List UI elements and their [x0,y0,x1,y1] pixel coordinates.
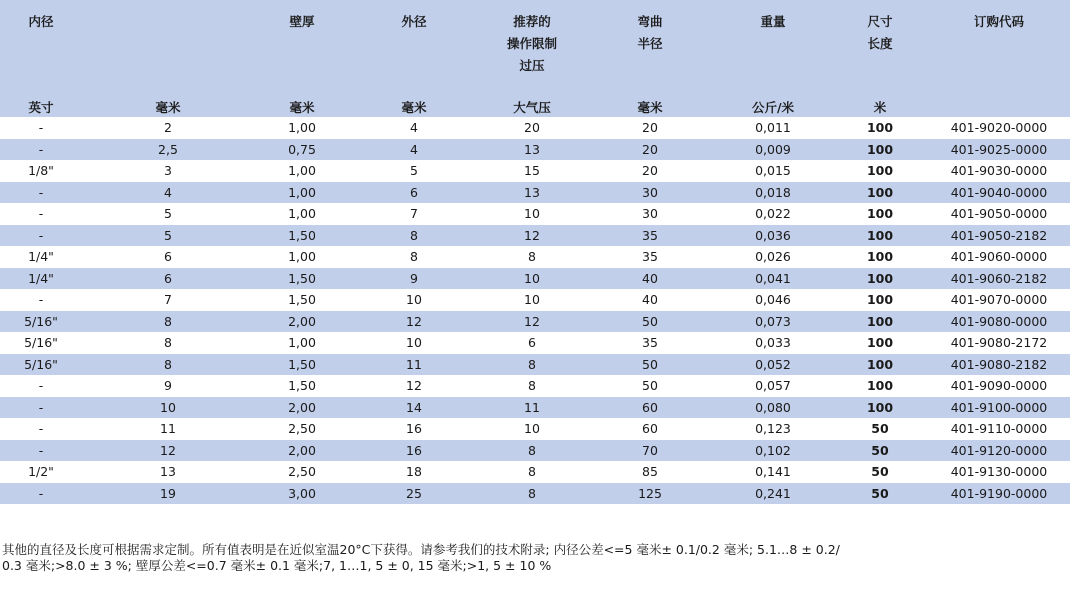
table-cell: 0,102 [755,442,791,458]
table-cell: 100 [866,227,894,243]
table-cell: 2,50 [288,421,316,437]
table-cell: 1,00 [288,163,316,179]
table-cell: 8 [528,378,536,394]
table-cell: 5 [410,163,418,179]
footnote-line: 其他的直径及长度可根据需求定制。所有值表明是在近似室温20°C下获得。请参考我们的技术附录; 内径公差<=5 毫米± 0.1/0.2 毫米; 5.1…8 ± 0.2/ [2,542,840,557]
table-cell: 10 [524,270,540,286]
table-cell: 0,75 [288,141,316,157]
table-cell: - [38,120,44,136]
header-row [0,0,1070,96]
table-row [0,461,1070,483]
table-cell: 12 [160,442,176,458]
table-row [0,225,1070,247]
table-cell: - [38,485,44,501]
table-cell: 1/2" [28,464,54,480]
table-cell: 6 [164,270,172,286]
table-cell: 100 [866,313,894,329]
table-cell: 13 [524,184,540,200]
table-cell: 5 [164,206,172,222]
header-text: 外径 [401,14,427,29]
table-cell: 10 [524,292,540,308]
header-text: 过压 [519,58,545,73]
table-cell: 0,011 [755,120,791,136]
unit-label: 毫米 [155,99,181,115]
table-row [0,483,1070,505]
table-cell: 0,141 [755,464,791,480]
table-cell: 401-9050-2182 [950,227,1048,243]
table-cell: 10 [524,206,540,222]
table-cell: 0,026 [755,249,791,265]
table-cell: 5/16" [24,335,58,351]
table-cell: 5 [164,227,172,243]
table-cell: 60 [642,399,658,415]
table-cell: 11 [406,356,422,372]
table-cell: 100 [866,356,894,372]
table-cell: 8 [528,485,536,501]
table-cell: 0,123 [755,421,791,437]
table-cell: 16 [406,421,422,437]
table-cell: 8 [164,313,172,329]
table-cell: 1,50 [288,378,316,394]
table-cell: 1,50 [288,292,316,308]
table-cell: 0,080 [755,399,791,415]
table-cell: - [38,141,44,157]
header-order-code [928,0,1070,96]
table-cell: 0,052 [755,356,791,372]
table-cell: 100 [866,120,894,136]
table-cell: 8 [528,464,536,480]
table-cell: 50 [871,464,889,480]
table-row [0,289,1070,311]
table-cell: 401-9080-0000 [950,313,1048,329]
table-cell: 35 [642,335,658,351]
table-cell: 9 [410,270,418,286]
table-cell: 5/16" [24,313,58,329]
table-cell: 0,036 [755,227,791,243]
table-cell: 40 [642,292,658,308]
header-text: 长度 [867,36,893,51]
table-cell: 0,022 [755,206,791,222]
table-cell: 8 [164,335,172,351]
header-text: 操作限制 [506,36,557,51]
table-cell: 100 [866,163,894,179]
table-cell: 401-9130-0000 [950,464,1048,480]
footnote [2,542,1068,573]
table-cell: 2,00 [288,399,316,415]
unit-label [928,96,1070,117]
header-inner-diameter [0,0,82,96]
table-cell: 6 [410,184,418,200]
unit-label: 毫米 [401,99,427,115]
table-cell: - [38,292,44,308]
table-cell: 30 [642,184,658,200]
table-cell: - [38,227,44,243]
table-cell: 100 [866,270,894,286]
table-cell: 2 [164,120,172,136]
table-cell: - [38,206,44,222]
table-cell: 8 [410,227,418,243]
table-cell: 11 [160,421,176,437]
table-cell: 50 [871,421,889,437]
table-cell: 10 [406,335,422,351]
table-cell: 30 [642,206,658,222]
table-cell: - [38,399,44,415]
table-cell: 1,00 [288,206,316,222]
header-length [832,0,928,96]
table-cell: 9 [164,378,172,394]
table-cell: 10 [406,292,422,308]
table-cell: 401-9110-0000 [950,421,1048,437]
table-cell: 0,033 [755,335,791,351]
table-row [0,268,1070,290]
table-cell: 401-9070-0000 [950,292,1048,308]
table-cell: 2,5 [158,141,178,157]
table-cell: 0,057 [755,378,791,394]
header-text: 内径 [28,14,54,29]
table-cell: 50 [642,313,658,329]
table-cell: 0,046 [755,292,791,308]
table-cell: 401-9120-0000 [950,442,1048,458]
table-cell: 100 [866,335,894,351]
table-cell: 7 [164,292,172,308]
table-cell: 0,073 [755,313,791,329]
table-cell: 85 [642,464,658,480]
table-cell: 100 [866,378,894,394]
table-cell: 401-9060-2182 [950,270,1048,286]
table-cell: 35 [642,227,658,243]
table-row [0,117,1070,139]
header-text: 重量 [760,14,786,29]
table-cell: 3 [164,163,172,179]
table-cell: 100 [866,184,894,200]
table-cell: 5/16" [24,356,58,372]
table-cell: 12 [406,378,422,394]
table-row [0,332,1070,354]
table-cell: 50 [642,378,658,394]
table-cell: 100 [866,141,894,157]
table-row [0,397,1070,419]
table-cell: 8 [164,356,172,372]
table-cell: 3,00 [288,485,316,501]
table-cell: 0,015 [755,163,791,179]
table-cell: 1,50 [288,356,316,372]
table-cell: 1,00 [288,184,316,200]
table-cell: 8 [528,442,536,458]
unit-label: 米 [873,99,887,115]
table-cell: 11 [524,399,540,415]
header-wall-thickness [254,0,350,96]
table-cell: 0,241 [755,485,791,501]
table-cell: 2,00 [288,442,316,458]
table-cell: 125 [638,485,662,501]
table-cell: 4 [164,184,172,200]
table-cell: 1,50 [288,227,316,243]
unit-label: 公斤/米 [751,99,795,115]
table-cell: 0,041 [755,270,791,286]
table-cell: 70 [642,442,658,458]
table-cell: 0,018 [755,184,791,200]
header-text: 尺寸 [867,14,893,29]
table-cell: 10 [524,421,540,437]
table-cell: 60 [642,421,658,437]
table-cell: 100 [866,399,894,415]
table-cell: 13 [524,141,540,157]
table-cell: - [38,378,44,394]
table-cell: 7 [410,206,418,222]
table-cell: 2,00 [288,313,316,329]
table-cell: 401-9100-0000 [950,399,1048,415]
unit-label: 毫米 [637,99,663,115]
header-text: 弯曲 [637,14,663,29]
table-cell: 1/4" [28,270,54,286]
table-cell: - [38,184,44,200]
table-cell: 6 [528,335,536,351]
table-cell: 16 [406,442,422,458]
table-cell: 401-9025-0000 [950,141,1048,157]
table-cell: 401-9030-0000 [950,163,1048,179]
table-row [0,182,1070,204]
table-cell: 18 [406,464,422,480]
table-cell: 14 [406,399,422,415]
table-row [0,440,1070,462]
table-cell: 8 [528,249,536,265]
header-text: 半径 [637,36,663,51]
table-cell: 20 [642,141,658,157]
table-row [0,139,1070,161]
table-cell: 401-9040-0000 [950,184,1048,200]
unit-label: 英寸 [28,99,54,115]
table-row [0,203,1070,225]
table-row [0,160,1070,182]
table-cell: 401-9090-0000 [950,378,1048,394]
table-cell: 1,00 [288,335,316,351]
table-body [0,117,1070,504]
table-cell: 1,50 [288,270,316,286]
table-row [0,375,1070,397]
table-cell: 12 [524,313,540,329]
table-cell: 100 [866,292,894,308]
table-cell: 401-9080-2182 [950,356,1048,372]
table-cell: 1/8" [28,163,54,179]
table-cell: - [38,421,44,437]
table-cell: 0,009 [755,141,791,157]
table-cell: 1,00 [288,249,316,265]
table-cell: 50 [871,485,889,501]
table-cell: 25 [406,485,422,501]
header-text: 壁厚 [289,14,315,29]
table-cell: 12 [406,313,422,329]
table-cell: 401-9080-2172 [950,335,1048,351]
footnote-line: 0.3 毫米;>8.0 ± 3 %; 壁厚公差<=0.7 毫米± 0.1 毫米;7, 1…1, 5 ± 0, 15 毫米;>1, 5 ± 10 % [2,557,552,573]
table-cell: 8 [410,249,418,265]
table-cell: 100 [866,249,894,265]
unit-label: 大气压 [513,99,551,115]
table-row [0,246,1070,268]
table-cell: 401-9020-0000 [950,120,1048,136]
header-text: 订购代码 [973,14,1024,29]
table-cell: 20 [642,120,658,136]
table-cell: 4 [410,141,418,157]
table-cell: 401-9050-0000 [950,206,1048,222]
table-cell: 401-9190-0000 [950,485,1048,501]
table-cell: 13 [160,464,176,480]
table-row [0,354,1070,376]
table-cell: 50 [871,442,889,458]
table-cell: 15 [524,163,540,179]
table-cell: 8 [528,356,536,372]
table-row [0,418,1070,440]
table-cell: 100 [866,206,894,222]
table-cell: 4 [410,120,418,136]
table-cell: 1/4" [28,249,54,265]
unit-label: 毫米 [289,99,315,115]
table-cell: 6 [164,249,172,265]
table-cell: - [38,442,44,458]
header-weight [714,0,832,96]
table-cell: 20 [642,163,658,179]
table-cell: 401-9060-0000 [950,249,1048,265]
table-cell: 12 [524,227,540,243]
table-cell: 50 [642,356,658,372]
table-cell: 19 [160,485,176,501]
header-inner-diameter-mm [82,0,254,96]
table-cell: 20 [524,120,540,136]
table-cell: 35 [642,249,658,265]
header-text: 推荐的 [513,14,551,29]
table-cell: 1,00 [288,120,316,136]
table-cell: 40 [642,270,658,286]
header-pressure [478,0,586,96]
table-cell: 10 [160,399,176,415]
table-cell: 2,50 [288,464,316,480]
header-bend-radius [586,0,714,96]
header-outer-diameter [350,0,478,96]
table-row [0,311,1070,333]
unit-row [0,96,1070,117]
